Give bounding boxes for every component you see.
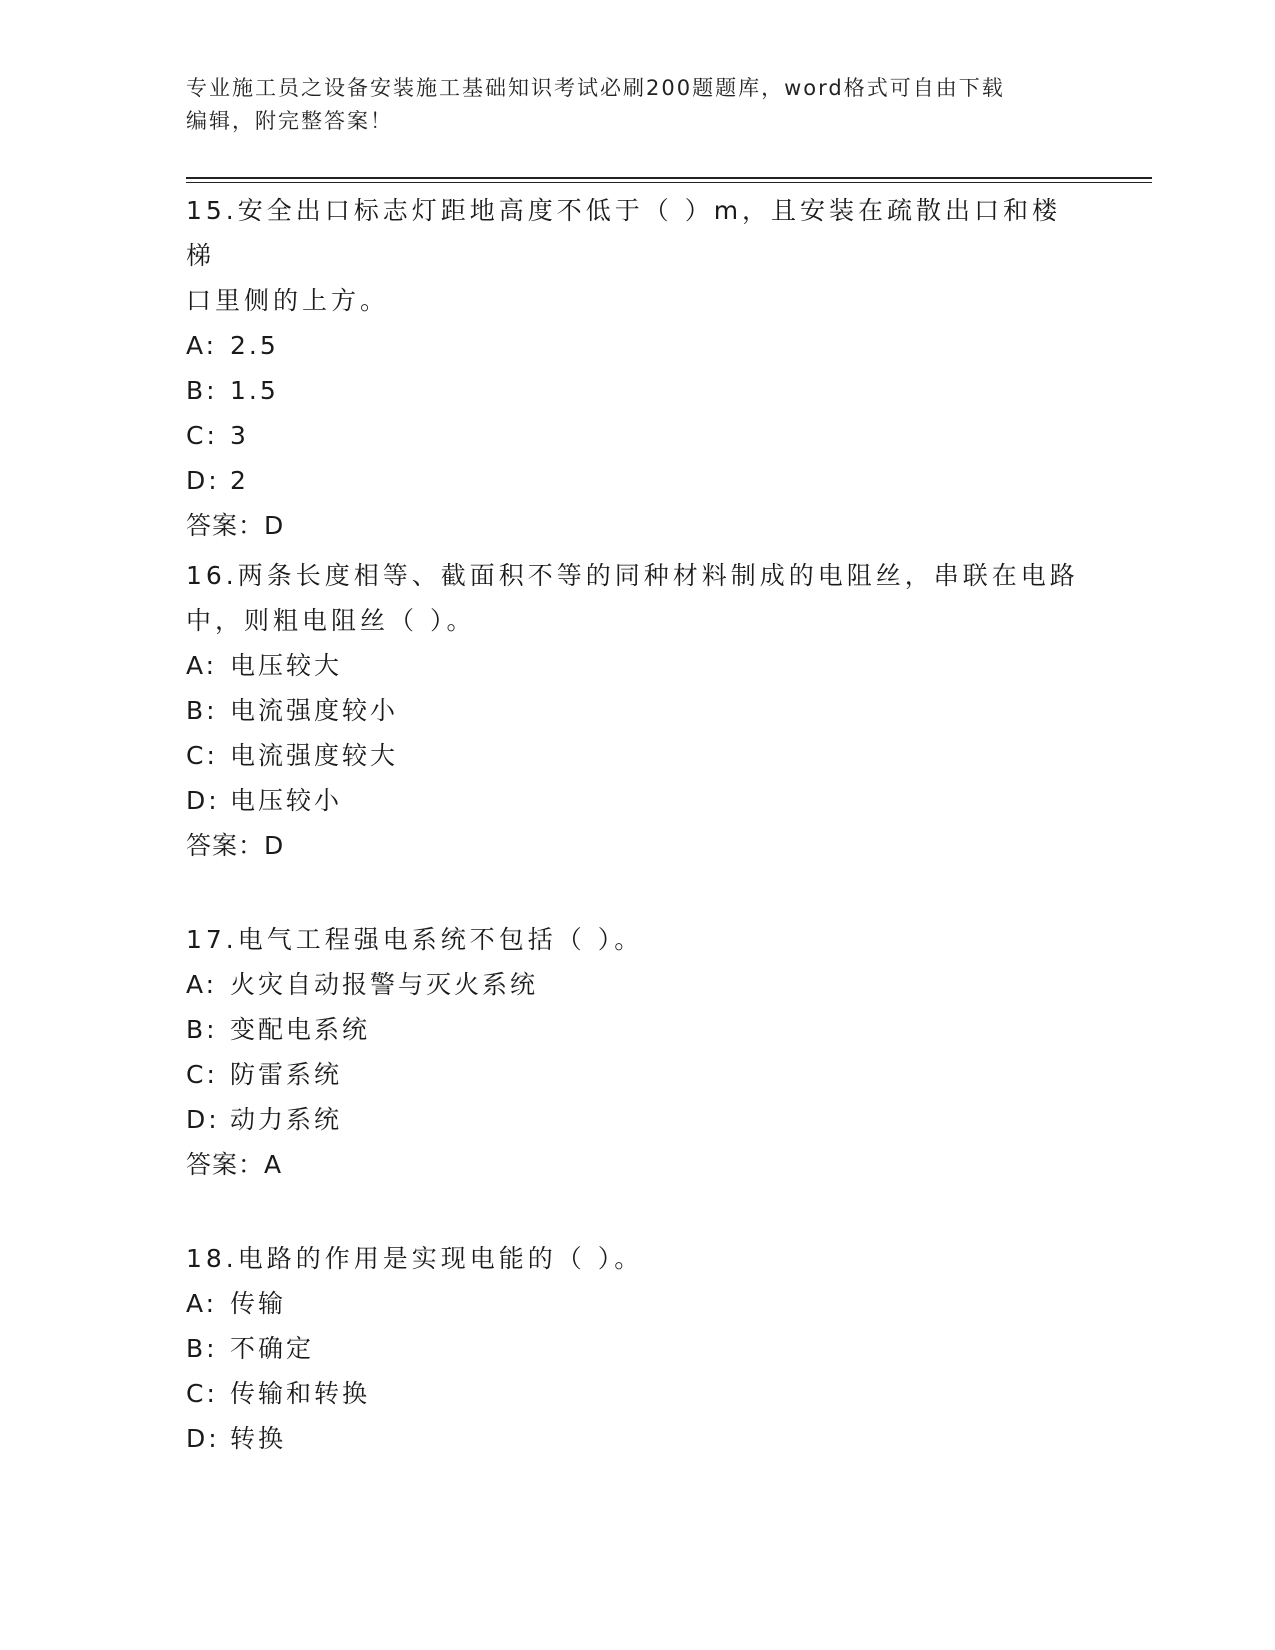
option-key: B:	[186, 696, 218, 725]
option-text: 传输和转换	[230, 1379, 371, 1408]
document-header	[186, 72, 1086, 138]
option-text: 电流强度较大	[230, 741, 399, 770]
option-d	[186, 1416, 1086, 1461]
option-d	[186, 1097, 1086, 1142]
option-text: 2	[230, 466, 249, 495]
header-line-2: 编辑，附完整答案！	[186, 109, 393, 133]
option-text: 传输	[230, 1289, 287, 1318]
option-c	[186, 1052, 1086, 1097]
option-b	[186, 688, 1086, 733]
option-b	[186, 368, 1086, 413]
option-text: 1.5	[230, 376, 279, 405]
option-key: A:	[186, 651, 218, 680]
option-key: D:	[186, 1105, 220, 1134]
option-text: 动力系统	[230, 1105, 343, 1134]
question-stem-continued: 中，则粗电阻丝（ ）。	[186, 606, 476, 635]
question-stem: 16.两条长度相等、截面积不等的同种材料制成的电阻丝，串联在电路	[186, 561, 1079, 590]
answer-line: 答案：D	[186, 831, 285, 860]
option-key: B:	[186, 1334, 218, 1363]
option-a	[186, 323, 1086, 368]
option-text: 火灾自动报警与灭火系统	[230, 970, 539, 999]
question-stem: 15.安全出口标志灯距地高度不低于（ ）m，且安装在疏散出口和楼梯	[186, 196, 1062, 270]
question-17	[186, 917, 1086, 1187]
question-15	[186, 188, 1086, 548]
question-stem: 17.电气工程强电系统不包括（ ）。	[186, 925, 644, 954]
option-d	[186, 778, 1086, 823]
header-divider-thick	[186, 177, 1152, 179]
option-key: A:	[186, 1289, 218, 1318]
option-a	[186, 1281, 1086, 1326]
question-stem-continued: 口里侧的上方。	[186, 286, 390, 315]
option-b	[186, 1007, 1086, 1052]
option-key: A:	[186, 331, 218, 360]
option-key: B:	[186, 376, 218, 405]
header-line-1: 专业施工员之设备安装施工基础知识考试必刷200题题库，word格式可自由下载	[186, 76, 1005, 100]
option-text: 防雷系统	[230, 1060, 343, 1089]
question-16	[186, 553, 1086, 868]
option-text: 转换	[230, 1424, 287, 1453]
option-key: B:	[186, 1015, 218, 1044]
option-text: 电流强度较小	[230, 696, 399, 725]
option-text: 变配电系统	[230, 1015, 371, 1044]
option-text: 3	[230, 421, 249, 450]
option-text: 电压较大	[230, 651, 343, 680]
option-key: C:	[186, 741, 218, 770]
answer-line: 答案：A	[186, 1150, 283, 1179]
option-text: 不确定	[230, 1334, 315, 1363]
option-key: C:	[186, 1379, 218, 1408]
question-stem: 18.电路的作用是实现电能的（ ）。	[186, 1244, 644, 1273]
option-d	[186, 458, 1086, 503]
option-b	[186, 1326, 1086, 1371]
answer-line: 答案：D	[186, 511, 285, 540]
option-a	[186, 962, 1086, 1007]
option-c	[186, 733, 1086, 778]
option-key: C:	[186, 421, 218, 450]
option-c	[186, 413, 1086, 458]
option-c	[186, 1371, 1086, 1416]
option-key: D:	[186, 786, 220, 815]
option-key: D:	[186, 466, 220, 495]
option-key: D:	[186, 1424, 220, 1453]
option-key: C:	[186, 1060, 218, 1089]
option-key: A:	[186, 970, 218, 999]
option-a	[186, 643, 1086, 688]
option-text: 2.5	[230, 331, 279, 360]
question-18	[186, 1236, 1086, 1461]
header-divider-thin	[186, 182, 1152, 183]
option-text: 电压较小	[230, 786, 343, 815]
